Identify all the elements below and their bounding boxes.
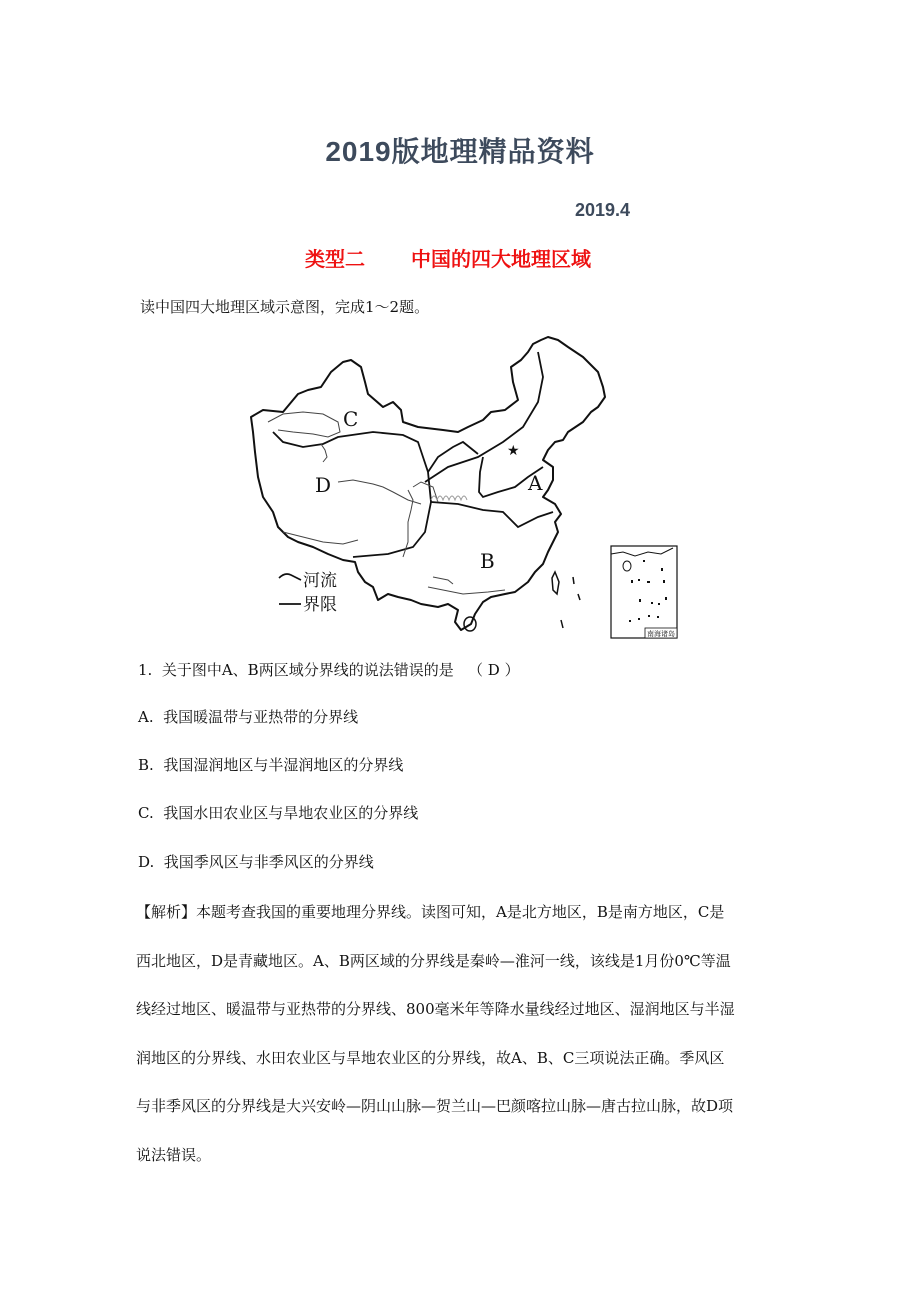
analysis-line: 【解析】本题考查我国的重要地理分界线。读图可知，A是北方地区，B是南方地区，C是 (136, 903, 725, 921)
document-title: 2019版地理精品资料 (325, 136, 595, 167)
legend-river-label: 河流 (303, 571, 337, 591)
question-1-option-b: B. 我国湿润地区与半湿润地区的分界线 (138, 756, 404, 774)
analysis-line: 线经过地区、暖温带与亚热带的分界线、800毫米年等降水量线经过地区、湿润地区与半湿 (136, 1000, 735, 1018)
section-title-text: 中国的四大地理区域 (411, 247, 591, 271)
question-1-option-a: A. 我国暖温带与亚热带的分界线 (138, 708, 359, 726)
rivers (268, 412, 505, 594)
inset-label: 南海诸岛 (647, 630, 675, 638)
document-date: 2019.4 (575, 200, 631, 220)
analysis-line: 西北地区，D是青藏地区。A、B两区域的分界线是秦岭—淮河一线，该线是1月份0℃等温 (136, 951, 731, 970)
region-label-b: B (480, 549, 495, 573)
south-china-sea-inset (611, 546, 677, 638)
china-regions-map (243, 332, 679, 640)
question-1-option-d: D. 我国季风区与非季风区的分界线 (138, 853, 374, 871)
region-label-d: D (315, 473, 332, 497)
islands (464, 572, 580, 631)
intro-text: 读中国四大地理区域示意图，完成1～2题。 (140, 298, 430, 316)
analysis-block (136, 888, 786, 1179)
region-label-a: A (528, 471, 543, 495)
map-legend (279, 571, 337, 615)
section-heading (305, 243, 591, 272)
capital-star-icon: ★ (507, 443, 520, 459)
river-legend-symbol (279, 574, 301, 580)
section-type-label: 类型二 (305, 247, 365, 271)
legend-boundary-label: 界限 (303, 595, 337, 615)
analysis-line: 润地区的分界线、水田农业区与旱地农业区的分界线，故A、B、C三项说法正确。季风区 (136, 1048, 725, 1067)
region-label-c: C (343, 407, 359, 431)
question-1-stem: 1. 关于图中A、B两区域分界线的说法错误的是 （ D ） (138, 661, 520, 679)
analysis-line: 与非季风区的分界线是大兴安岭—阴山山脉—贺兰山—巴颜喀拉山脉—唐古拉山脉，故D项 (136, 1097, 734, 1115)
analysis-line: 说法错误。 (136, 1145, 212, 1164)
question-1-option-c: C. 我国水田农业区与旱地农业区的分界线 (138, 804, 419, 822)
